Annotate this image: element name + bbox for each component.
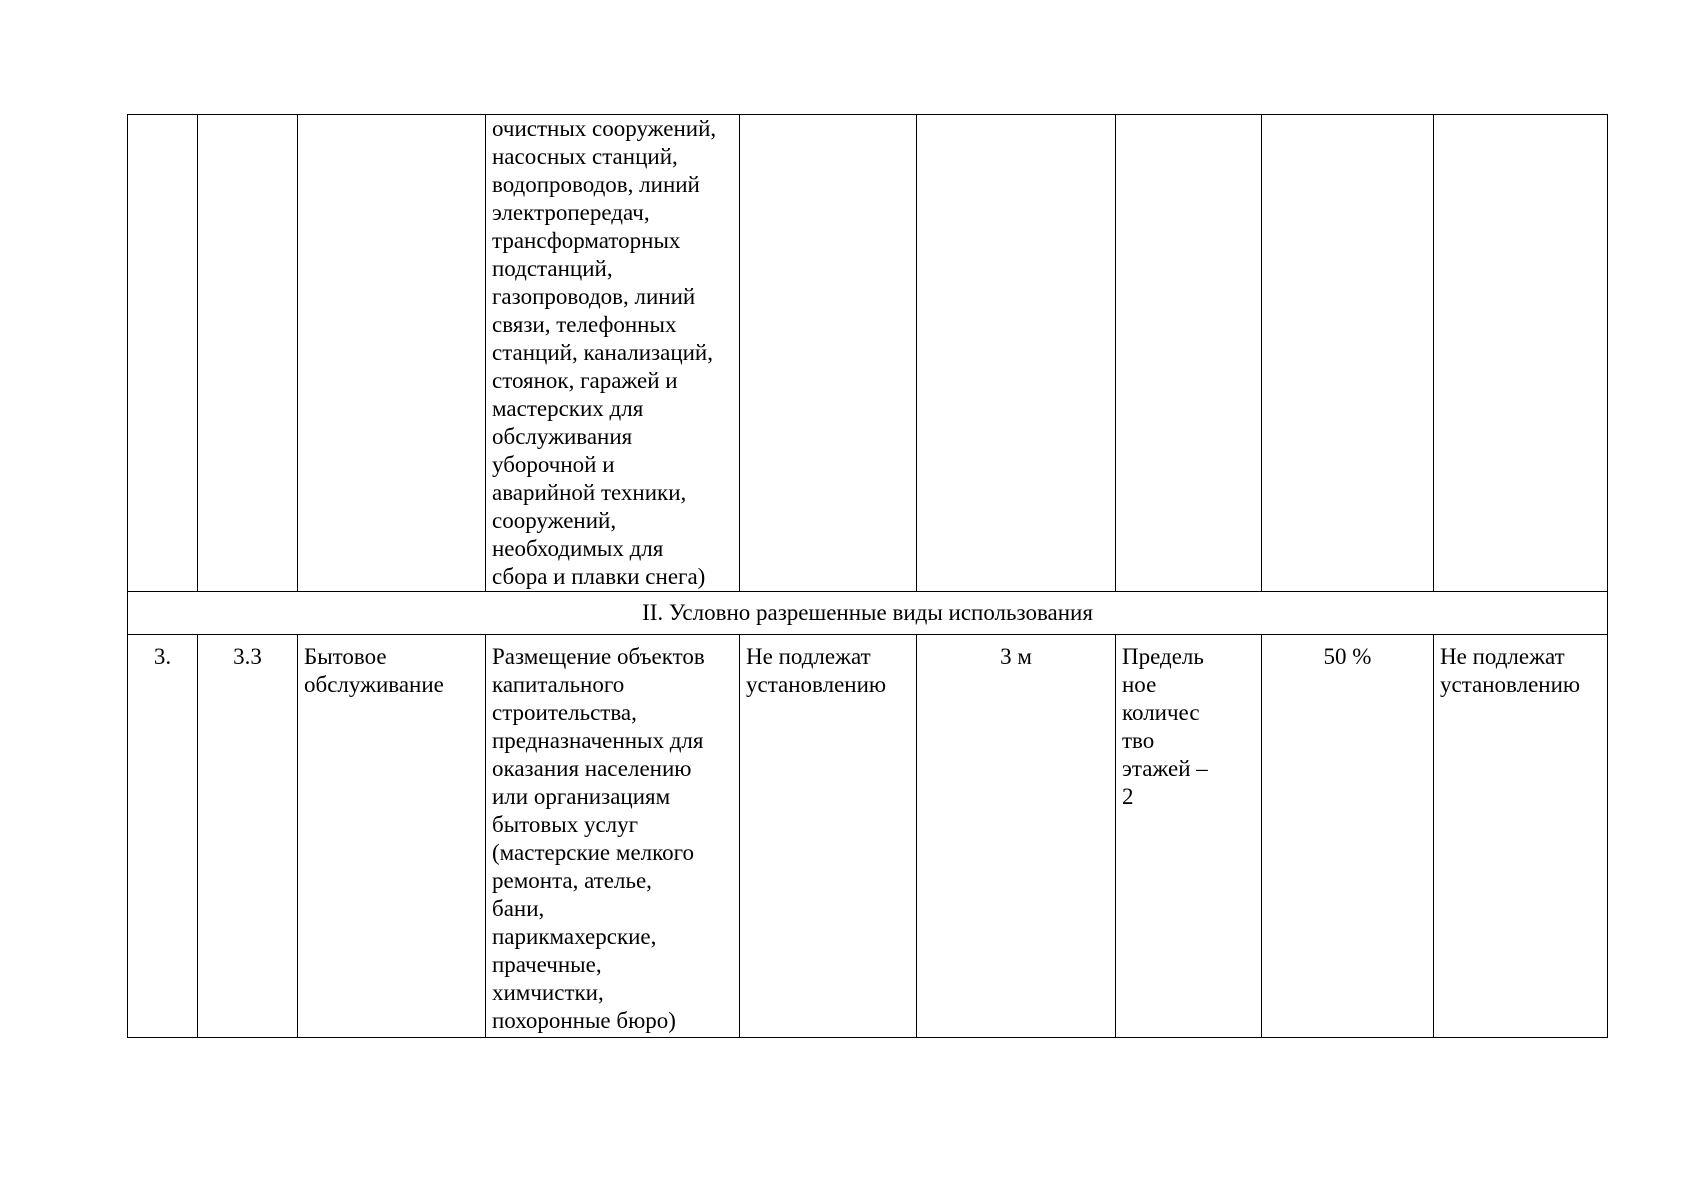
table-row [128, 635, 1608, 1038]
cell-other: Не подлежат установлению [1434, 635, 1608, 1038]
table-row-continuation [128, 115, 1608, 592]
cell-other [1434, 115, 1608, 592]
cell-description: Размещение объектов капитального строительства, предназначенных для оказания населению или организациям бытовых услуг (мастерские мелкого ремонта, ателье, бани, парикмахерские, прачечные, химчистки, похоронные бюро) [486, 635, 740, 1038]
cell-code: 3.3 [198, 635, 298, 1038]
cell-description [486, 115, 740, 592]
cell-floors: Предель ное количес тво этажей – 2 [1116, 635, 1262, 1038]
land-use-table [127, 114, 1608, 1038]
cell-floors [1116, 115, 1262, 592]
cell-name [298, 115, 486, 592]
cell-plot-size: Не подлежат установлению [740, 635, 917, 1038]
cell-number: 3. [128, 635, 198, 1038]
cell-setback [917, 115, 1116, 592]
description-text: очистных сооружений, насосных станций, водопроводов, линий электропередач, трансформаторных подстанций, газопроводов, линий связи, телефонных станций, канализаций, стоянок, гаражей и мастерских для обслуживания уборочной и аварийной техники, сооружений, необходимых для сбора и плавки снега) [492, 116, 717, 589]
table-row-section-heading [128, 592, 1608, 635]
cell-setback: 3 м [917, 635, 1116, 1038]
cell-coverage: 50 % [1262, 635, 1434, 1038]
cell-plot-size [740, 115, 917, 592]
section-heading: II. Условно разрешенные виды использования [128, 592, 1608, 635]
cell-name: Бытовое обслуживание [298, 635, 486, 1038]
cell-number [128, 115, 198, 592]
cell-coverage [1262, 115, 1434, 592]
cell-code [198, 115, 298, 592]
